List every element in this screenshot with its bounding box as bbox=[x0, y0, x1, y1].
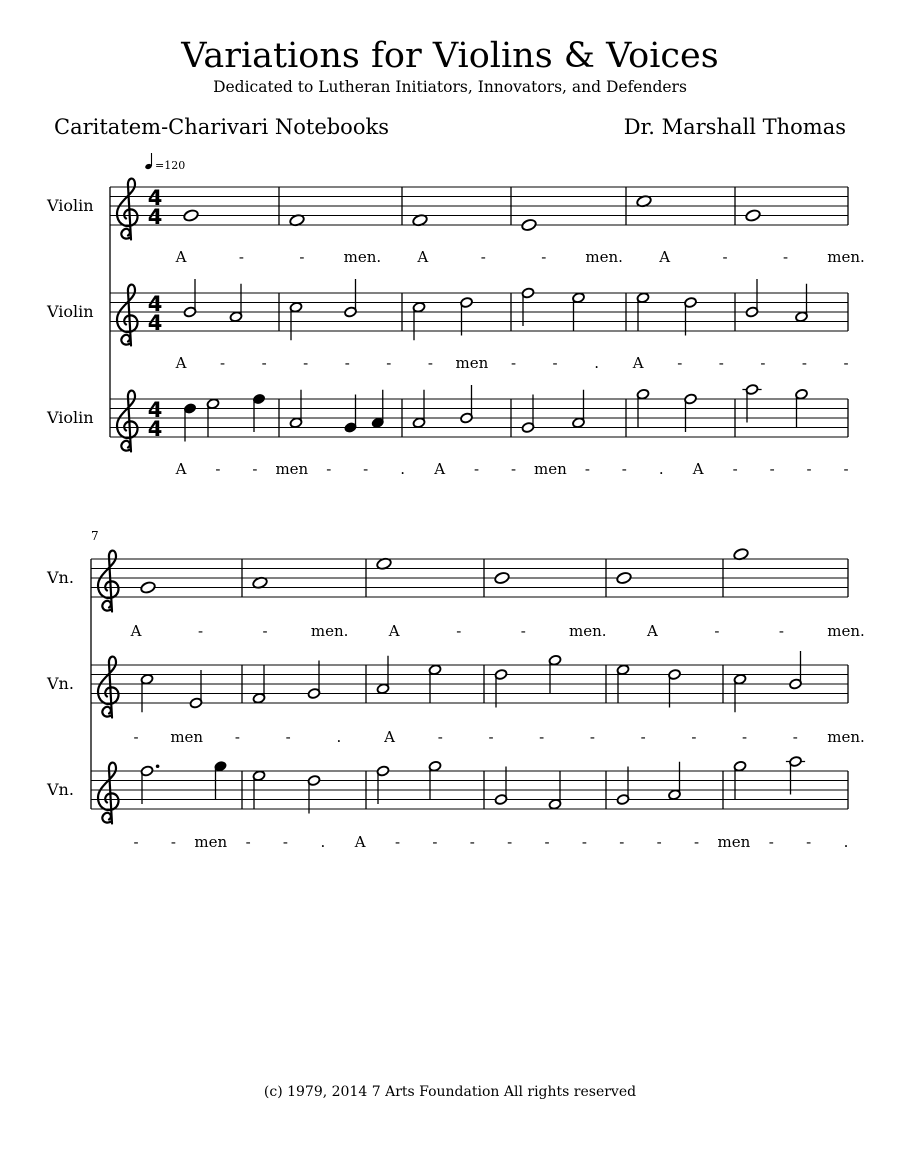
lyric-syllable: . bbox=[400, 460, 406, 478]
lyric-syllable: men. bbox=[827, 728, 865, 746]
lyric-syllable: - bbox=[386, 354, 392, 372]
note bbox=[572, 292, 585, 331]
notehead bbox=[745, 209, 761, 222]
lyric-syllable: men. bbox=[310, 622, 349, 640]
lyric-syllable: - bbox=[245, 833, 251, 851]
lyric-syllable: - bbox=[238, 248, 244, 266]
lyric-syllable: - bbox=[801, 354, 807, 372]
lyric-syllable: . bbox=[658, 460, 664, 478]
lyric-syllable: A bbox=[130, 622, 142, 640]
note bbox=[742, 384, 761, 423]
note bbox=[521, 287, 534, 326]
lyric-syllable: - bbox=[170, 833, 176, 851]
note bbox=[460, 297, 473, 336]
note bbox=[572, 390, 585, 429]
lyric-syllable: - bbox=[732, 460, 738, 478]
note bbox=[494, 669, 507, 708]
staff bbox=[46, 548, 865, 640]
note bbox=[745, 209, 761, 222]
lyric-line bbox=[175, 354, 849, 372]
copyright-notice: (c) 1979, 2014 7 Arts Foundation All rights reserved bbox=[263, 1084, 637, 1100]
time-signature-numerator: 4 bbox=[147, 292, 163, 316]
note bbox=[412, 301, 425, 340]
instrument-name: Violin bbox=[47, 302, 94, 321]
lyric-line bbox=[133, 833, 848, 851]
note bbox=[289, 301, 302, 340]
note bbox=[428, 664, 441, 703]
treble-clef-icon bbox=[98, 551, 119, 612]
time-signature-numerator: 4 bbox=[147, 186, 163, 210]
lyric-syllable: men bbox=[534, 460, 567, 478]
lyric-syllable: men. bbox=[827, 622, 865, 640]
lyric-syllable: - bbox=[252, 460, 258, 478]
composer-label: Dr. Marshall Thomas bbox=[623, 115, 846, 139]
note bbox=[616, 664, 629, 703]
lyric-syllable: - bbox=[474, 460, 480, 478]
lyric-syllable: - bbox=[806, 833, 812, 851]
lyric-syllable: - bbox=[539, 728, 545, 746]
lyric-syllable: A bbox=[175, 460, 187, 478]
lyric-syllable: men. bbox=[343, 248, 382, 266]
staff bbox=[46, 384, 849, 478]
lyric-syllable: men bbox=[275, 460, 309, 478]
note bbox=[344, 279, 357, 318]
lyric-syllable: - bbox=[282, 833, 289, 851]
lyric-syllable: A bbox=[646, 622, 658, 640]
note bbox=[795, 284, 808, 323]
note bbox=[140, 764, 159, 804]
lyric-syllable: A bbox=[175, 248, 187, 266]
lyric-syllable: - bbox=[768, 833, 774, 851]
note bbox=[548, 771, 561, 810]
lyric-syllable: - bbox=[778, 622, 784, 640]
notehead bbox=[616, 571, 632, 584]
note bbox=[494, 571, 510, 584]
lyric-syllable: - bbox=[220, 354, 226, 372]
note bbox=[252, 665, 265, 704]
lyric-syllable: - bbox=[261, 354, 267, 372]
note bbox=[412, 390, 425, 429]
staff bbox=[46, 651, 865, 746]
note bbox=[733, 673, 746, 712]
lyric-syllable: - bbox=[544, 833, 550, 851]
lyric-syllable: men bbox=[194, 833, 228, 851]
treble-clef-icon bbox=[117, 391, 138, 452]
lyric-syllable: - bbox=[718, 354, 724, 372]
lyric-syllable: - bbox=[584, 460, 590, 478]
treble-clef-icon bbox=[98, 657, 119, 718]
note bbox=[636, 292, 649, 331]
lyric-syllable: A bbox=[692, 460, 704, 478]
lyric-syllable: - bbox=[722, 248, 728, 266]
note bbox=[376, 656, 389, 695]
lyric-line bbox=[175, 248, 865, 266]
lyric-syllable: . bbox=[336, 728, 342, 746]
note bbox=[371, 390, 384, 429]
lyric-syllable: - bbox=[427, 354, 433, 372]
note bbox=[786, 756, 805, 795]
note bbox=[494, 767, 507, 806]
lyric-syllable: - bbox=[326, 460, 332, 478]
lyric-syllable: - bbox=[363, 460, 369, 478]
lyric-syllable: - bbox=[783, 248, 789, 266]
lyric-syllable: - bbox=[843, 354, 849, 372]
notehead bbox=[521, 218, 537, 231]
note bbox=[376, 765, 389, 804]
note bbox=[684, 393, 697, 432]
time-signature-numerator: 4 bbox=[147, 398, 163, 422]
note bbox=[252, 393, 265, 432]
lyric-syllable: - bbox=[198, 622, 204, 640]
note bbox=[428, 760, 441, 799]
note bbox=[229, 284, 242, 323]
instrument-name: Vn. bbox=[47, 674, 74, 693]
lyric-syllable: - bbox=[619, 833, 625, 851]
lyric-syllable: A bbox=[659, 248, 671, 266]
opus-label: Caritatem-Charivari Notebooks bbox=[54, 115, 389, 139]
lyric-syllable: A bbox=[175, 354, 187, 372]
note bbox=[289, 390, 302, 429]
instrument-name: Vn. bbox=[47, 780, 74, 799]
treble-clef-icon bbox=[117, 179, 138, 240]
lyric-syllable: - bbox=[806, 460, 812, 478]
lyric-syllable: - bbox=[299, 248, 305, 266]
lyric-syllable: - bbox=[693, 833, 700, 851]
lyric-syllable: - bbox=[234, 728, 240, 746]
lyric-syllable: - bbox=[581, 833, 587, 851]
lyric-line bbox=[175, 460, 849, 478]
note bbox=[307, 661, 320, 700]
note bbox=[140, 673, 153, 712]
tempo-marking bbox=[144, 153, 185, 172]
note bbox=[733, 760, 746, 799]
lyric-syllable: - bbox=[344, 354, 350, 372]
lyric-syllable: - bbox=[510, 354, 517, 372]
lyric-syllable: men. bbox=[585, 248, 623, 266]
lyric-syllable: - bbox=[395, 833, 401, 851]
lyric-syllable: A bbox=[434, 460, 446, 478]
lyric-syllable: - bbox=[843, 460, 849, 478]
lyric-syllable: - bbox=[133, 728, 139, 746]
lyric-syllable: - bbox=[507, 833, 513, 851]
lyric-syllable: - bbox=[640, 728, 646, 746]
note bbox=[214, 760, 227, 799]
note bbox=[795, 388, 808, 427]
note bbox=[745, 279, 758, 318]
lyric-syllable: - bbox=[437, 728, 443, 746]
lyric-syllable: - bbox=[480, 248, 486, 266]
score-title: Variations for Violins & Voices bbox=[181, 36, 719, 76]
lyric-line bbox=[133, 728, 864, 746]
lyric-syllable: - bbox=[714, 622, 720, 640]
lyric-syllable: - bbox=[432, 833, 438, 851]
lyric-syllable: men bbox=[170, 728, 204, 746]
score-systems bbox=[46, 179, 865, 851]
lyric-syllable: - bbox=[760, 354, 766, 372]
lyric-syllable: - bbox=[488, 728, 494, 746]
lyric-syllable: - bbox=[792, 728, 798, 746]
score-system bbox=[46, 529, 865, 851]
note bbox=[616, 767, 629, 806]
lyric-syllable: - bbox=[510, 460, 517, 478]
staff bbox=[46, 756, 848, 851]
lyric-syllable: A bbox=[632, 354, 644, 372]
lyric-syllable: A bbox=[388, 622, 400, 640]
lyric-syllable: - bbox=[677, 354, 683, 372]
lyric-syllable: men bbox=[455, 354, 489, 372]
note bbox=[521, 395, 534, 434]
note bbox=[183, 403, 196, 442]
note bbox=[684, 297, 697, 336]
lyric-syllable: A bbox=[354, 833, 366, 851]
treble-clef-icon bbox=[98, 763, 119, 824]
measure-number: 7 bbox=[91, 529, 99, 543]
note bbox=[344, 395, 357, 434]
lyric-syllable: - bbox=[656, 833, 662, 851]
lyric-syllable: - bbox=[541, 248, 547, 266]
note bbox=[521, 218, 537, 231]
notehead bbox=[140, 581, 156, 594]
staff bbox=[46, 179, 865, 266]
time-signature-denominator: 4 bbox=[147, 417, 163, 441]
note bbox=[616, 571, 632, 584]
lyric-syllable: - bbox=[621, 460, 627, 478]
lyric-syllable: - bbox=[691, 728, 697, 746]
instrument-name: Violin bbox=[47, 408, 94, 427]
tempo-value: =120 bbox=[155, 159, 186, 172]
time-signature-denominator: 4 bbox=[147, 205, 163, 229]
lyric-syllable: . bbox=[594, 354, 600, 372]
lyric-syllable: - bbox=[215, 460, 221, 478]
note bbox=[668, 669, 681, 708]
notehead bbox=[494, 571, 510, 584]
lyric-syllable: - bbox=[303, 354, 309, 372]
lyric-syllable: - bbox=[262, 622, 268, 640]
note bbox=[668, 762, 681, 801]
lyric-syllable: A bbox=[384, 728, 395, 746]
augmentation-dot bbox=[156, 764, 160, 768]
note bbox=[548, 654, 561, 693]
lyric-syllable: - bbox=[133, 833, 139, 851]
instrument-name: Vn. bbox=[47, 568, 74, 587]
note bbox=[183, 279, 196, 318]
lyric-syllable: . bbox=[320, 833, 326, 851]
lyric-syllable: - bbox=[589, 728, 595, 746]
lyric-syllable: - bbox=[520, 622, 526, 640]
score-system bbox=[46, 179, 865, 478]
lyric-syllable: . bbox=[843, 833, 849, 851]
note bbox=[307, 775, 320, 814]
lyric-syllable: - bbox=[742, 728, 748, 746]
lyric-syllable: men bbox=[717, 833, 751, 851]
lyric-syllable: men. bbox=[827, 248, 865, 266]
note bbox=[636, 388, 649, 427]
staff bbox=[46, 279, 849, 372]
note bbox=[206, 398, 219, 437]
score-subtitle: Dedicated to Lutheran Initiators, Innovators, and Defenders bbox=[213, 78, 687, 96]
note bbox=[140, 581, 156, 594]
treble-clef-icon bbox=[117, 285, 138, 346]
lyric-syllable: men. bbox=[569, 622, 607, 640]
lyric-syllable: - bbox=[469, 833, 475, 851]
lyric-syllable: A bbox=[417, 248, 429, 266]
time-signature-denominator: 4 bbox=[147, 311, 163, 335]
lyric-syllable: - bbox=[285, 728, 291, 746]
note bbox=[189, 670, 202, 709]
note bbox=[460, 385, 473, 424]
lyric-line bbox=[130, 622, 865, 640]
note bbox=[789, 651, 802, 690]
note bbox=[252, 770, 265, 809]
instrument-name: Violin bbox=[47, 196, 94, 215]
lyric-syllable: - bbox=[552, 354, 558, 372]
lyric-syllable: - bbox=[456, 622, 462, 640]
lyric-syllable: - bbox=[769, 460, 775, 478]
note bbox=[183, 209, 199, 222]
notehead bbox=[183, 209, 199, 222]
